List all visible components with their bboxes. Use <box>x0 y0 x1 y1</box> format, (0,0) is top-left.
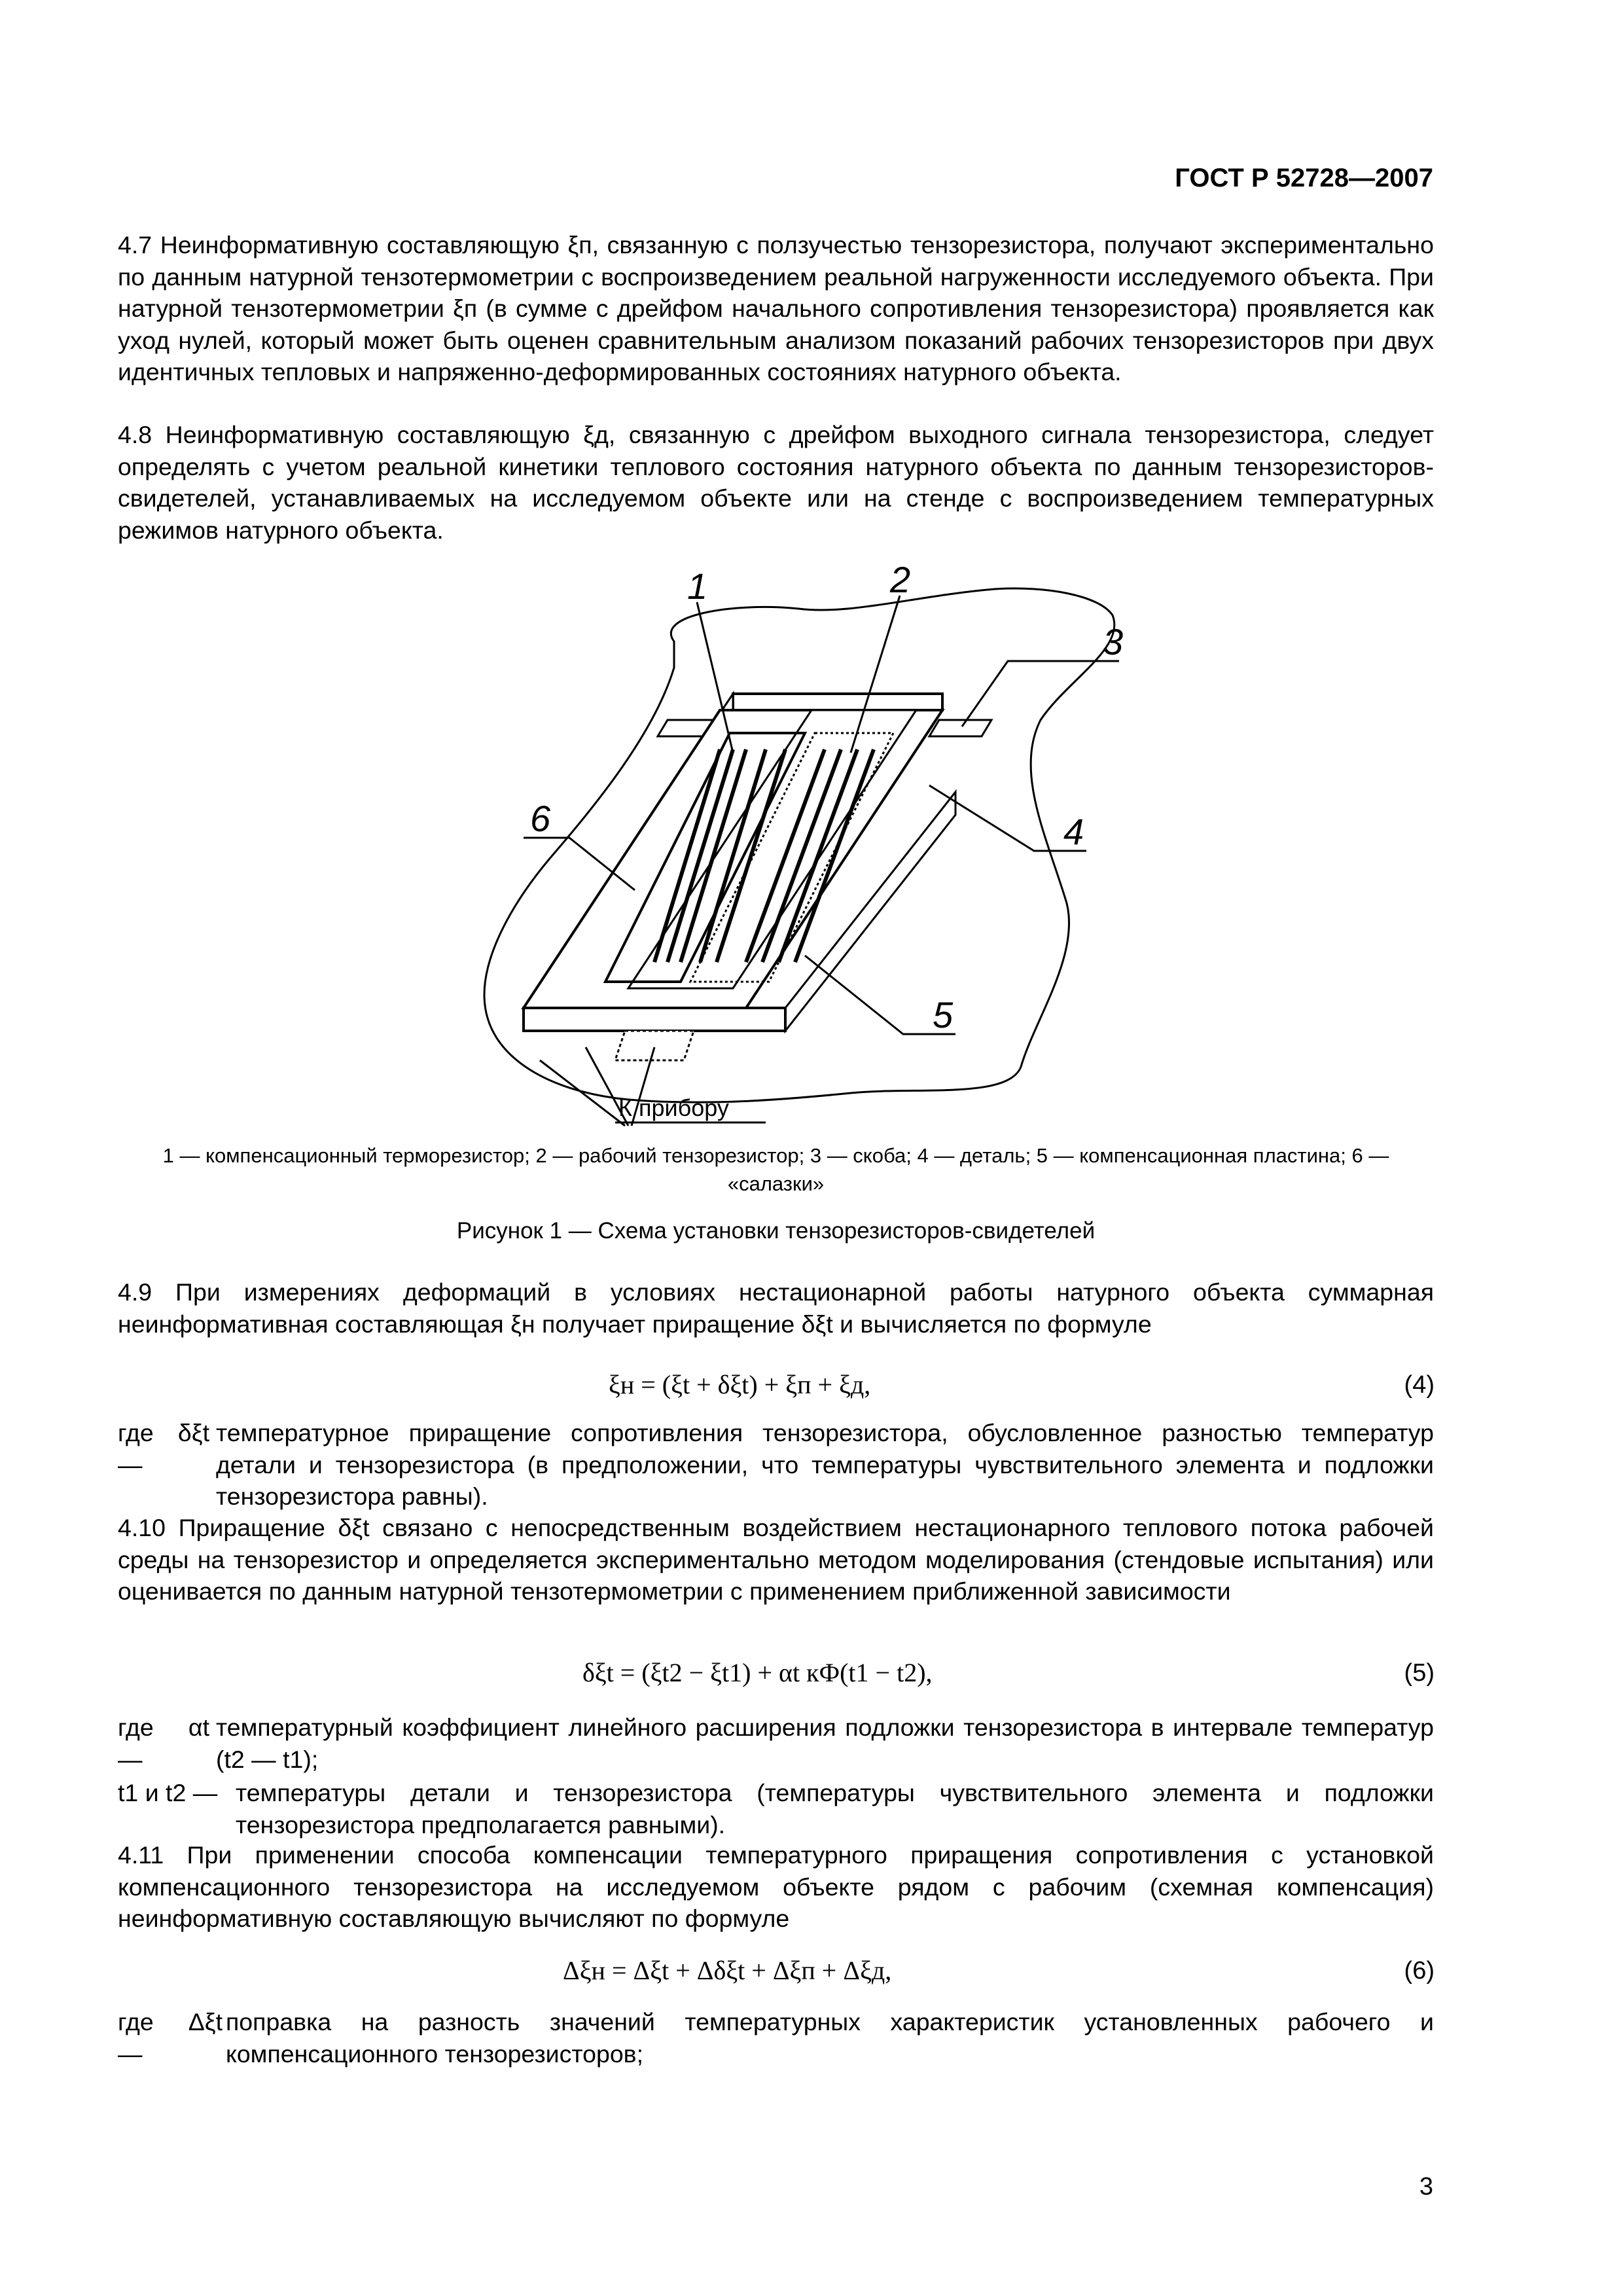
callout-3 <box>962 661 1119 726</box>
where-4-text: поправка на разность значений температурных характеристик установленных рабочего и компенсационного тензорезисторов; <box>226 2008 1434 2068</box>
paragraph-4-8: 4.8 Неинформативную составляющую ξд, связанную с дрейфом выходного сигнала тензорезистора, следует определять с учетом реальной кинетики теплового состояния натурного объекта по данным тензорезисторов-свидетелей, устанавливаемых на исследуемом объекте или на стенде с воспроизведением температурных режимов натурного объекта. <box>118 421 1434 544</box>
paragraph-4-10: 4.10 Приращение δξt связано с непосредственным воздействием нестационарного теплового потока рабочей среды на тензорезистор и определяется экспериментально методом моделирования (стендовые испытания) или оценивается по данным натурной тензотермометрии с применением приближенной зависимости <box>118 1514 1434 1605</box>
page-number: 3 <box>1419 2173 1433 2200</box>
where-3-symbol: t1 и t2 — <box>118 1779 218 1806</box>
where-2-symbol: где αt — <box>118 1713 209 1773</box>
label-2: 2 <box>890 563 911 600</box>
paragraph-4-7: 4.7 Неинформативную составляющую ξп, связанную с ползучестью тензорезистора, получают экспериментально по данным натурной тензотермометрии с воспроизведением реальной нагруженности исследуемого объекта. При натурной тензотермометрии ξп (в сумме с дрейфом начального сопротивления тензорезистора) проявляется как уход нулей, который может быть оценен сравнительным анализом показаний рабочих тензорезисторов при двух идентичных тепловых и напряженно-деформированных состояниях натурного объекта. <box>118 231 1434 386</box>
equation-4: ξн = (ξt + δξt) + ξп + ξд, <box>609 1370 871 1399</box>
where-1-text: температурное приращение сопротивления тензорезистора, обусловленное разностью температур детали и тензорезистора (в предположении, что температуры чувствительного элемента и подложки тензорезистора равны). <box>216 1419 1434 1510</box>
label-4: 4 <box>1063 811 1084 852</box>
paragraph-4-9: 4.9 При измерениях деформаций в условиях нестационарной работы натурного объекта суммарная неинформативная составляющая ξн получает приращение δξt и вычисляется по формуле <box>118 1278 1434 1338</box>
label-6: 6 <box>530 798 551 839</box>
bracket-right <box>929 720 991 736</box>
equation-6-number: (6) <box>1404 1957 1435 1984</box>
label-3: 3 <box>1103 621 1124 662</box>
equation-5-number: (5) <box>1404 1659 1435 1687</box>
device-label: К прибору <box>618 1094 729 1121</box>
where-4-symbol: где Δξt — <box>118 2008 223 2068</box>
document-header: ГОСТ Р 52728—2007 <box>1175 164 1433 192</box>
equation-4-number: (4) <box>1404 1371 1435 1399</box>
where-1-symbol: где δξt — <box>118 1419 209 1479</box>
equation-6: Δξн = Δξt + Δδξt + Δξп + Δξд, <box>563 1956 892 1985</box>
where-3-text: температуры детали и тензорезистора (температуры чувствительного элемента и подложки тензорезистора предполагается равными). <box>236 1779 1434 1839</box>
label-1: 1 <box>687 565 708 607</box>
equation-5: δξt = (ξt2 − ξt1) + αt кФ(t1 − t2), <box>582 1658 933 1687</box>
bottom-bar <box>524 1008 785 1031</box>
paragraph-4-11: 4.11 При применении способа компенсации температурного приращения сопротивления с установкой компенсационного тензорезистора на исследуемом объекте рядом с рабочим (схемная компенсация) неинформативную составляющую вычисляют по формуле <box>118 1841 1434 1932</box>
label-5: 5 <box>933 994 954 1035</box>
figure-title: Рисунок 1 — Схема установки тензорезисторов-свидетелей <box>456 1218 1096 1244</box>
where-2-text: температурный коэффициент линейного расширения подложки тензорезистора в интервале температур (t2 — t1); <box>216 1713 1434 1773</box>
figure-legend: 1 — компенсационный терморезистор; 2 — рабочий тензорезистор; 3 — скоба; 4 — деталь; 5 — компенсационная пластина; 6 — «салазки» <box>162 1144 1389 1195</box>
bracket-bottom <box>615 1031 694 1060</box>
figure-1-diagram <box>458 563 1145 1139</box>
top-bar <box>733 694 942 710</box>
